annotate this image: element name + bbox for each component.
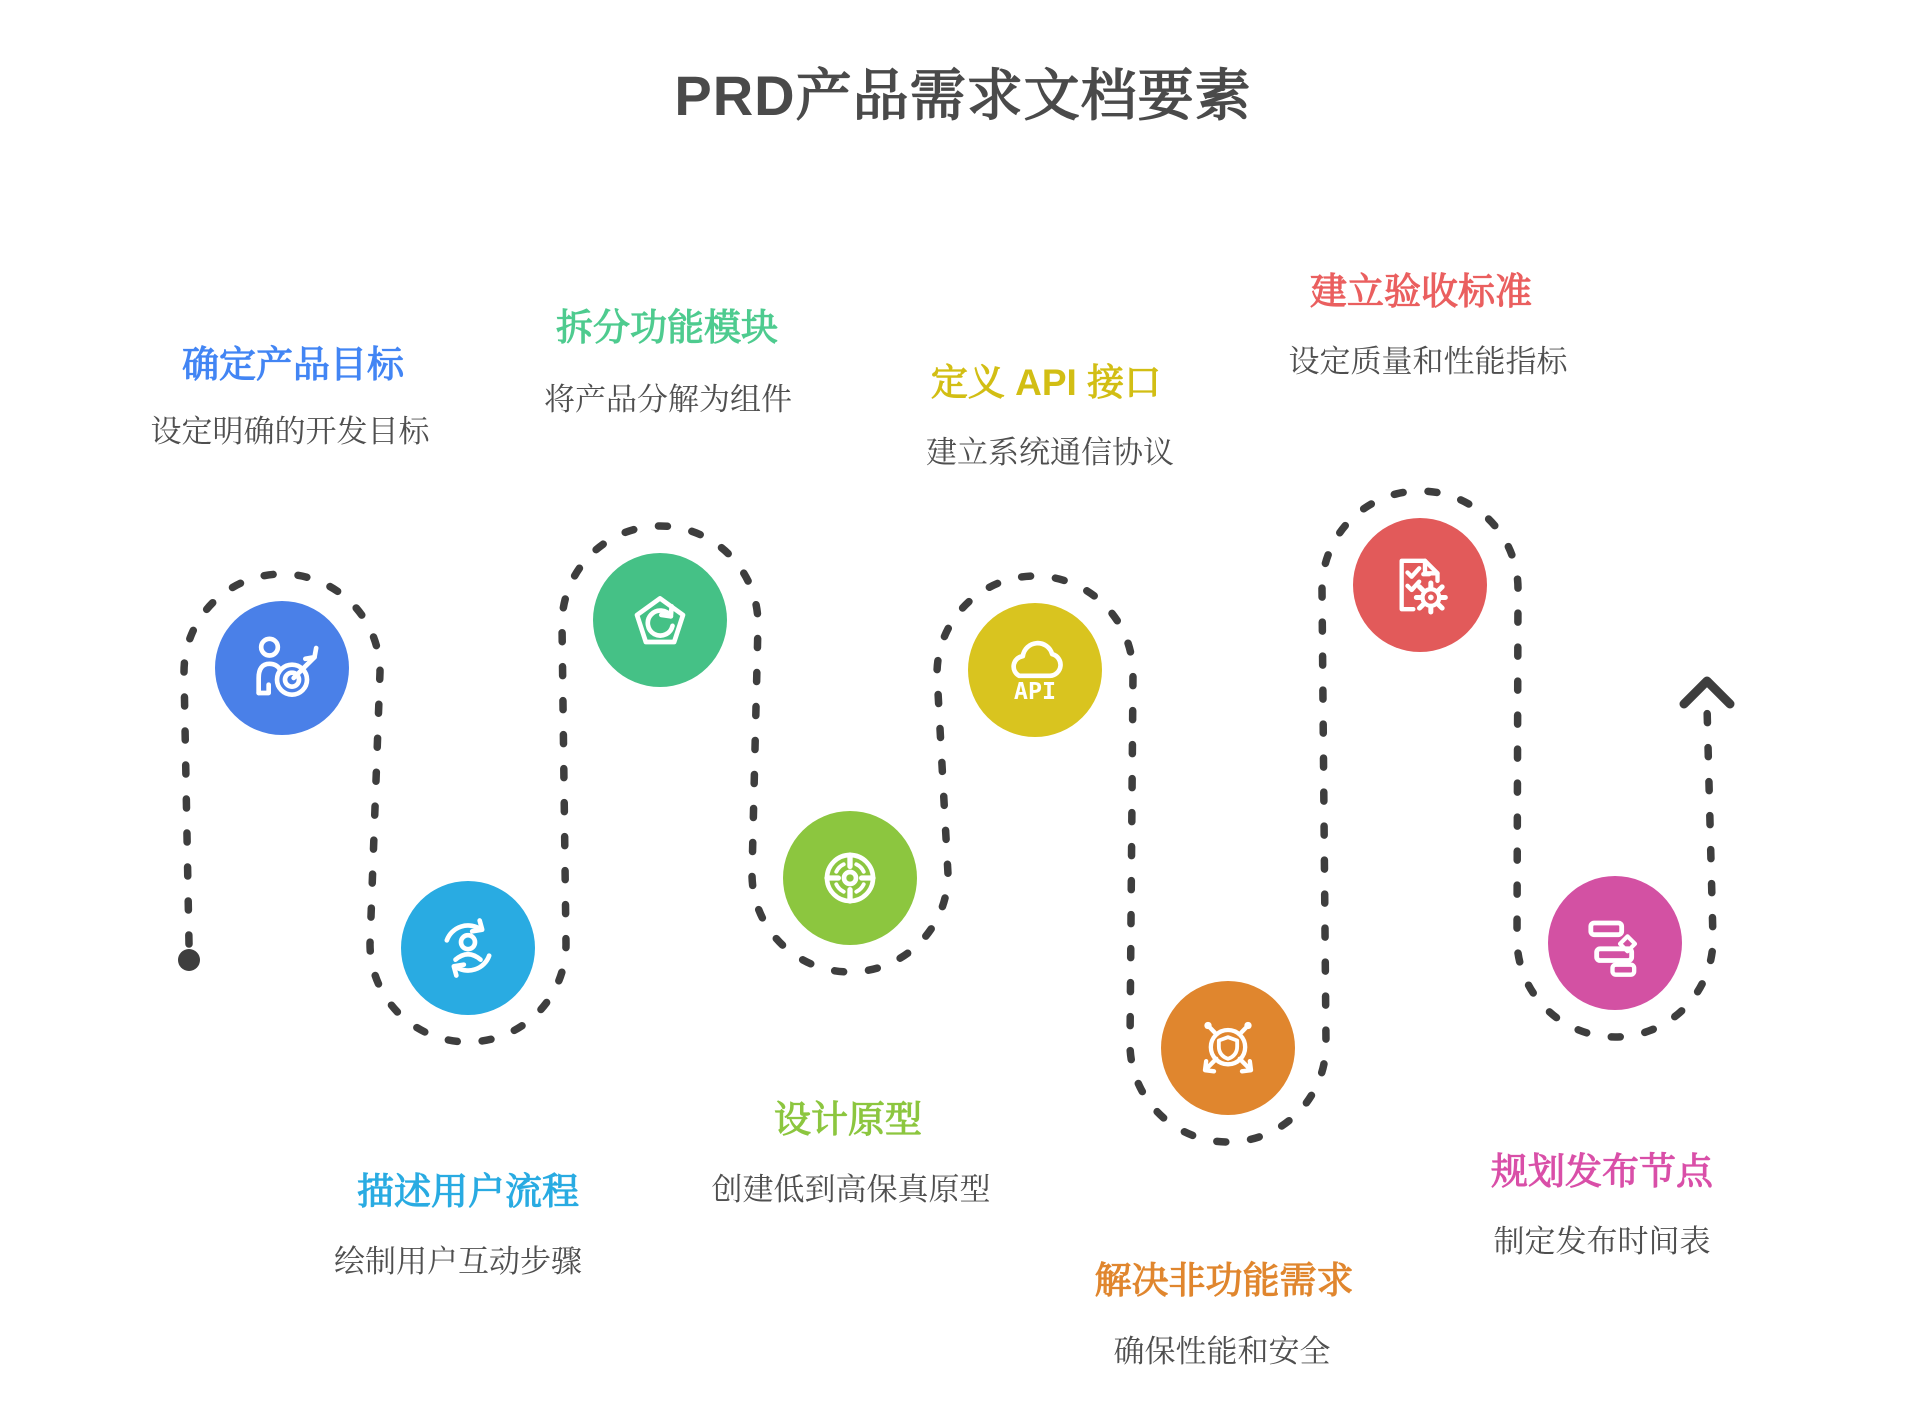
step-circle — [1353, 518, 1487, 652]
pentagon-refresh-icon — [620, 580, 700, 660]
step-description: 绘制用户互动步骤 — [334, 1244, 582, 1279]
step-label: 建立验收标准 — [1310, 271, 1532, 312]
path-start-dot — [178, 949, 200, 971]
gantt-milestone-icon — [1575, 903, 1655, 983]
page-title: PRD产品需求文档要素 — [674, 64, 1252, 127]
step-description: 创建低到高保真原型 — [711, 1172, 991, 1207]
step-circle — [1548, 876, 1682, 1010]
checklist-gear-icon — [1380, 545, 1460, 625]
step-label: 确定产品目标 — [182, 344, 404, 385]
step-description: 设定明确的开发目标 — [150, 414, 430, 449]
step-label: 定义 API 接口 — [930, 362, 1162, 403]
shield-network-icon — [1188, 1008, 1268, 1088]
step-label: 描述用户流程 — [357, 1171, 579, 1212]
step-circle — [1161, 981, 1295, 1115]
step-label: 规划发布节点 — [1491, 1151, 1713, 1192]
svg-text:API: API — [1013, 677, 1057, 706]
step-label: 解决非功能需求 — [1094, 1260, 1354, 1301]
step-circle — [968, 603, 1102, 737]
step-description: 将产品分解为组件 — [544, 382, 792, 417]
step-description: 建立系统通信协议 — [926, 435, 1174, 470]
step-circle — [401, 881, 535, 1015]
step-description: 设定质量和性能指标 — [1288, 344, 1568, 379]
step-circle — [783, 811, 917, 945]
step-circle — [215, 601, 349, 735]
step-label: 设计原型 — [774, 1099, 922, 1140]
step-description: 确保性能和安全 — [1113, 1334, 1331, 1369]
step-circle — [593, 553, 727, 687]
step-label: 拆分功能模块 — [556, 307, 778, 348]
step-description: 制定发布时间表 — [1493, 1224, 1711, 1259]
user-cycle-icon — [428, 908, 508, 988]
path-end-arrow-icon — [1684, 681, 1730, 704]
goal-target-person-icon — [242, 628, 322, 708]
api-cloud-icon — [995, 630, 1075, 710]
prototype-target-icon — [810, 838, 890, 918]
